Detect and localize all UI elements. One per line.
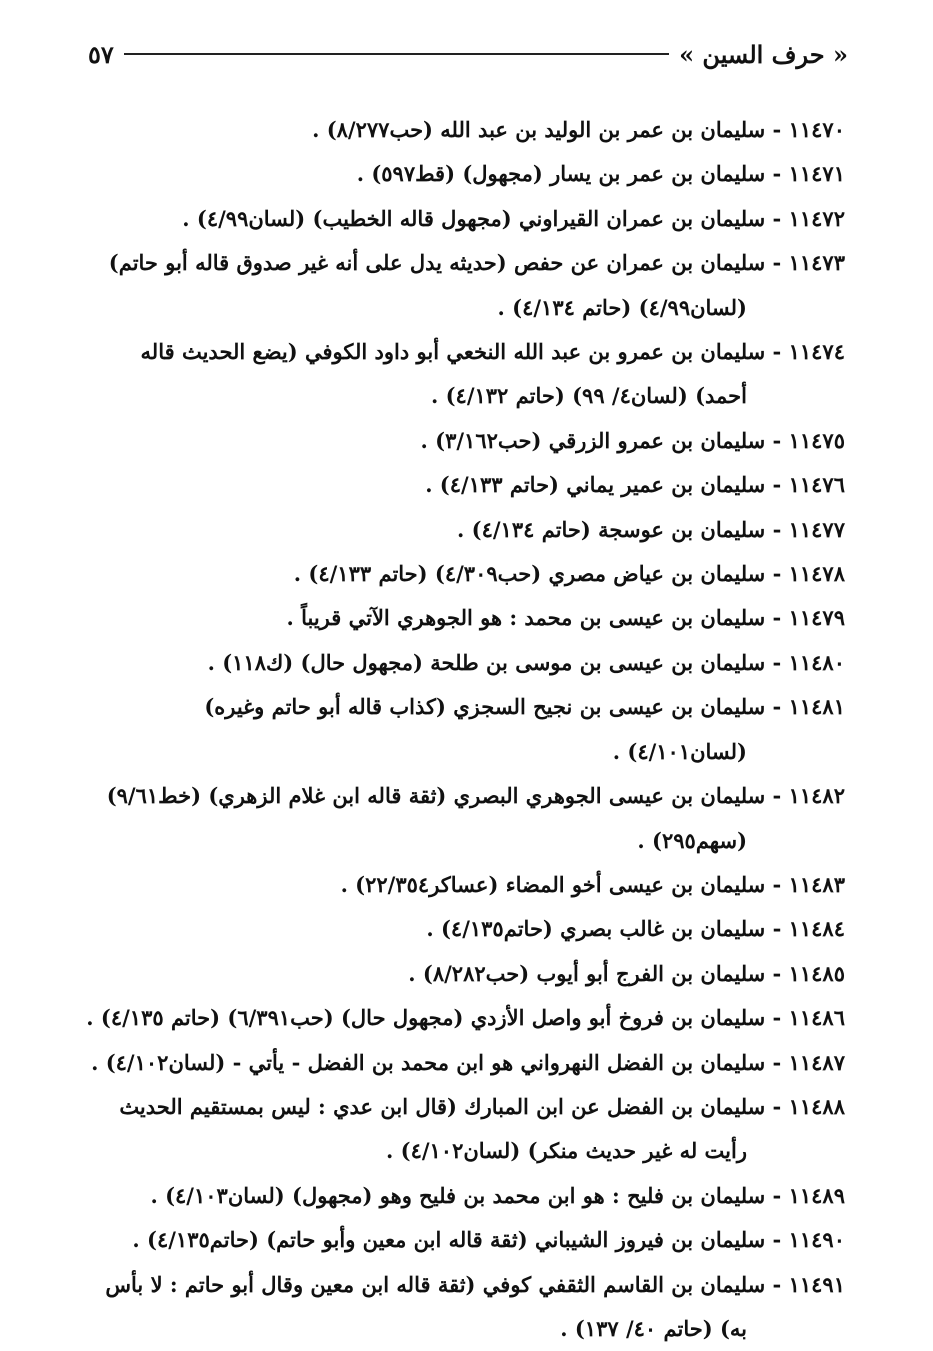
entry: ١١٤٨٥ - سليمان بن الفرج أبو أيوب (حب٨/٢٨٢) .	[408, 960, 845, 986]
entry: ١١٤٩١ - سليمان بن القاسم الثقفي كوفي (ثقة قاله ابن معين وقال أبو حاتم : لا بأس به) (حاتم ٤٠/ ١٣٧) .	[105, 1271, 845, 1341]
entry: ١١٤٨٨ - سليمان بن الفضل عن ابن المبارك (قال ابن عدي : ليس بمستقيم الحديث رأيت له غير حديث منكر) (لسان٤/١٠٢) .	[119, 1093, 845, 1164]
entry: ١١٤٧٠ - سليمان بن عمر بن الوليد بن عبد الله (حب٨/٢٧٧) .	[312, 117, 845, 142]
entry: ١١٤٨٢ - سليمان بن عيسى الجوهري البصري (ثقة قاله ابن غلام الزهري) (خط٩/٦١) (سهم٢٩٥) .	[106, 783, 845, 853]
entry: ١١٤٧٦ - سليمان بن عمير يماني (حاتم ٤/١٣٣) .	[425, 472, 845, 498]
entry: ١١٤٧٩ - سليمان بن عيسى بن محمد : هو الجوهري الآتي قريباً .	[286, 605, 845, 631]
page-header	[88, 34, 848, 74]
entry: ١١٤٧٨ - سليمان بن عياض مصري (حب٤/٣٠٩) (حاتم ٤/١٣٣) .	[293, 561, 845, 587]
entry: ١١٤٨٤ - سليمان بن غالب بصري (حاتم٤/١٣٥) .	[426, 916, 845, 942]
entry: ١١٤٧٥ - سليمان بن عمرو الزرقي (حب٣/١٦٢) .	[420, 427, 845, 453]
entry: ١١٤٧٧ - سليمان بن عوسجة (حاتم ٤/١٣٤) .	[457, 516, 845, 542]
entry: ١١٤٩٠ - سليمان بن فيروز الشيباني (ثقة قاله ابن معين وأبو حاتم) (حاتم٤/١٣٥) .	[132, 1227, 845, 1253]
chapter-title: « حرف السين »	[679, 39, 848, 69]
entry: ١١٤٨٣ - سليمان بن عيسى أخو المضاء (عساكر٢٢/٣٥٤) .	[340, 871, 845, 897]
entry: ١١٤٧٤ - سليمان بن عمرو بن عبد الله النخعي أبو داود الكوفي (يضع الحديث قاله أحمد) (لسان٤/ ٩٩) (حاتم ٤/١٣٢) .	[140, 339, 845, 409]
header-rule	[124, 53, 669, 55]
entry: ١١٤٨٧ - سليمان بن الفضل النهرواني هو ابن محمد بن الفضل - يأتي - (لسان٤/١٠٢) .	[91, 1049, 845, 1075]
entry: ١١٤٨٠ - سليمان بن عيسى بن موسى بن طلحة (مجهول حال) (ك١١٨) .	[207, 649, 845, 675]
page-number: ٥٧	[88, 39, 114, 69]
entry: ١١٤٨٦ - سليمان بن فروخ أبو واصل الأزدي (مجهول حال) (حب٦/٣٩١) (حاتم ٤/١٣٥) .	[86, 1005, 845, 1031]
entry-list	[85, 108, 845, 1351]
entry: ١١٤٧١ - سليمان بن عمر بن يسار (مجهول) (قط٥٩٧) .	[356, 161, 845, 187]
entry: ١١٤٧٣ - سليمان بن عمران عن حفص (حديثه يدل على أنه غير صدوق قاله أبو حاتم) (لسان٤/٩٩) (حاتم ٤/١٣٤) .	[108, 250, 845, 320]
entry: ١١٤٨٩ - سليمان بن فليح : هو ابن محمد بن فليح وهو (مجهول) (لسان٤/١٠٣) .	[150, 1182, 845, 1208]
entry: ١١٤٧٢ - سليمان بن عمران القيراوني (مجهول قاله الخطيب) (لسان٤/٩٩) .	[182, 205, 845, 231]
entry: ١١٤٨١ - سليمان بن عيسى بن نجيح السجزي (كذاب قاله أبو حاتم وغيره) (لسان٤/١٠١) .	[204, 694, 845, 764]
